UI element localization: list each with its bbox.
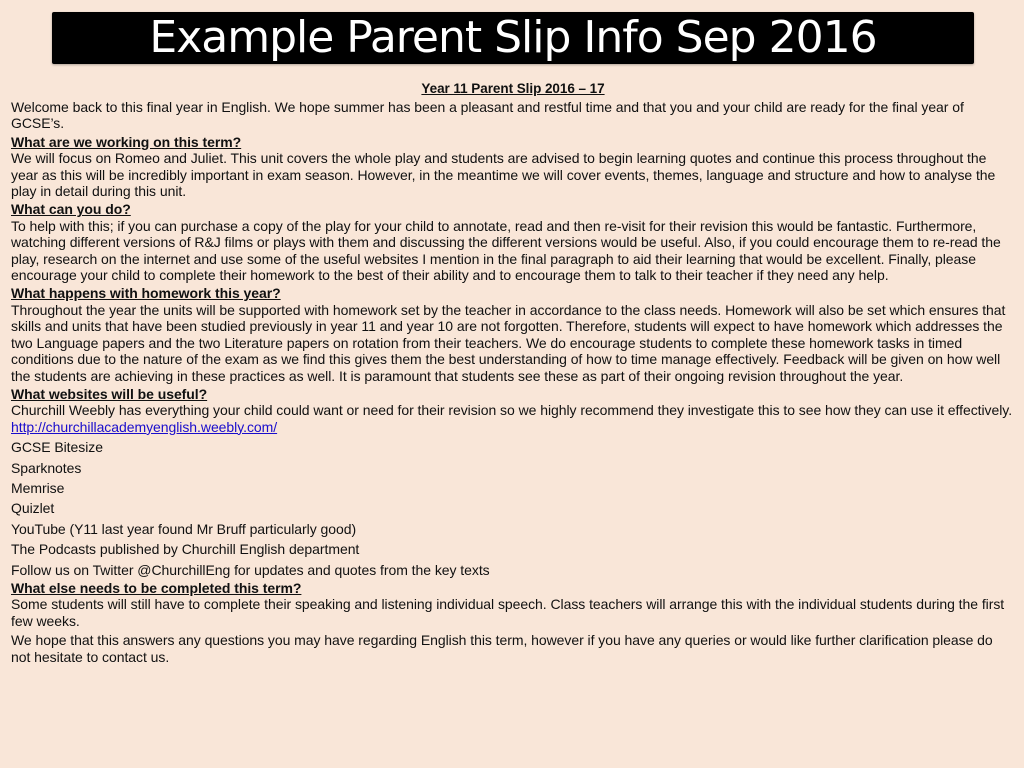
heading-working: What are we working on this term? bbox=[11, 133, 242, 150]
list-item: Quizlet bbox=[11, 500, 55, 517]
heading-homework: What happens with homework this year? bbox=[11, 285, 281, 302]
list-item: YouTube (Y11 last year found Mr Bruff particularly good) bbox=[11, 520, 357, 537]
slip-content bbox=[11, 81, 1015, 665]
title-bar bbox=[52, 12, 974, 64]
working-paragraph: We will focus on Romeo and Juliet. This unit covers the whole play and students are advised to begin learning quotes and continue this process throughout the year as this will be incredibly important in exam season. However, in the meantime we will cover events, themes, language and structure and how to analyse the play in detail during this unit. bbox=[11, 150, 996, 200]
else-paragraph: Some students will still have to complete their speaking and listening individual speech. Class teachers will arrange this with the individual students during the first few weeks. bbox=[11, 596, 1005, 629]
heading-can-do: What can you do? bbox=[11, 201, 131, 218]
list-item: Memrise bbox=[11, 479, 65, 496]
can-do-paragraph: To help with this; if you can purchase a copy of the play for your child to annotate, read and then re-visit for their revision this would be fantastic. Furthermore, watching different versions of R&J films or plays with them and discussing the different versions would be useful. Also, if you could encourage them to re-read the play, research on the internet and use some of the useful websites I mention in the final paragraph to aid their learning that would be excellent. Finally, please encourage your child to complete their homework to the best of their ability and to encourage them to talk to their teacher if they need any help. bbox=[11, 217, 1001, 284]
heading-websites: What websites will be useful? bbox=[11, 385, 208, 402]
slip-subtitle: Year 11 Parent Slip 2016 – 17 bbox=[421, 81, 605, 96]
intro-paragraph: Welcome back to this final year in English. We hope summer has been a pleasant and restful time and that you and your child are ready for the final year of GCSE’s. bbox=[11, 99, 964, 132]
list-item: The Podcasts published by Churchill English department bbox=[11, 541, 360, 558]
heading-else: What else needs to be completed this term? bbox=[11, 579, 302, 596]
homework-paragraph: Throughout the year the units will be supported with homework set by the teacher in accordance to the class needs. Homework will also be set which ensures that skills and units that have been studied previously in year 11 and year 10 are not forgotten. Therefore, students will expect to have homework which addresses the two Language papers and the two Literature papers on rotation from their teachers. We do encourage students to complete these homework tasks in timed conditions due to the nature of the exam as we find this gives them the best understanding of how to time manage effectively. Feedback will be given on how well the students are achieving in these practices as well. It is paramount that students see these as part of their ongoing revision throughout the year. bbox=[11, 301, 1006, 384]
weebly-link[interactable]: http://churchillacademyenglish.weebly.com/ bbox=[11, 418, 278, 435]
list-item: Follow us on Twitter @ChurchillEng for updates and quotes from the key texts bbox=[11, 561, 490, 578]
list-item: GCSE Bitesize bbox=[11, 439, 103, 456]
websites-paragraph bbox=[11, 402, 1015, 435]
closing-paragraph: We hope that this answers any questions you may have regarding English this term, however if you have any queries or would like further clarification please do not hesitate to contact us. bbox=[11, 632, 993, 665]
page-title: Example Parent Slip Info Sep 2016 bbox=[149, 12, 877, 63]
websites-text: Churchill Weebly has everything your child could want or need for their revision so we highly recommend they investigate this to see how they can use it effectively. bbox=[11, 402, 1013, 419]
list-item: Sparknotes bbox=[11, 459, 82, 476]
